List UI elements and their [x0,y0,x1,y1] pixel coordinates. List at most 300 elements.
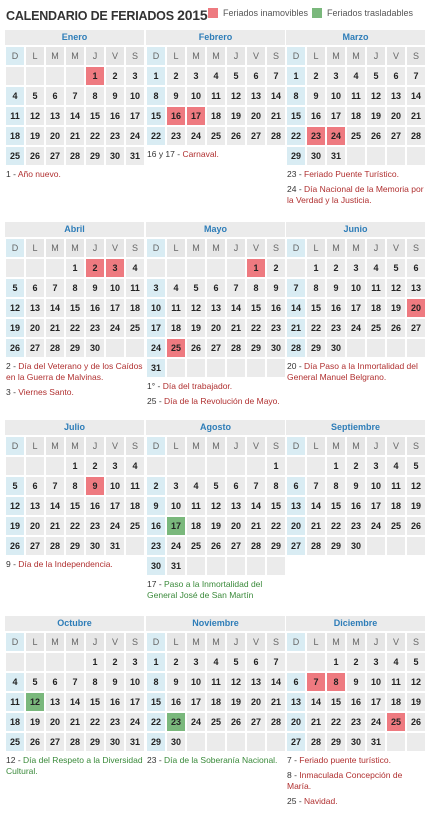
day-cell[interactable]: 7 [407,67,425,85]
day-cell[interactable]: 24 [187,713,205,731]
day-cell[interactable]: 2 [86,457,104,475]
day-cell[interactable]: 26 [227,713,245,731]
day-cell[interactable]: 12 [6,299,24,317]
day-cell[interactable]: 30 [86,339,104,357]
day-cell[interactable]: 27 [247,713,265,731]
day-cell[interactable]: 4 [126,259,144,277]
day-cell[interactable]: 26 [367,127,385,145]
day-cell[interactable]: 26 [6,339,24,357]
day-cell[interactable]: 25 [387,713,405,731]
day-cell[interactable]: 1 [66,457,84,475]
day-cell[interactable]: 13 [287,497,305,515]
day-cell[interactable]: 8 [66,279,84,297]
day-cell[interactable]: 7 [46,477,64,495]
day-cell[interactable]: 14 [307,497,325,515]
day-cell[interactable]: 18 [187,517,205,535]
day-cell[interactable]: 14 [66,107,84,125]
day-cell[interactable]: 7 [267,67,285,85]
day-cell[interactable]: 14 [307,693,325,711]
day-cell[interactable]: 21 [267,693,285,711]
day-cell[interactable]: 28 [227,339,245,357]
day-cell[interactable]: 30 [307,147,325,165]
day-cell[interactable]: 4 [207,67,225,85]
day-cell[interactable]: 16 [327,299,345,317]
day-cell[interactable]: 27 [387,127,405,145]
day-cell[interactable]: 10 [347,279,365,297]
day-cell[interactable]: 25 [126,517,144,535]
day-cell[interactable]: 11 [126,279,144,297]
day-cell[interactable]: 16 [267,299,285,317]
day-cell[interactable]: 26 [407,713,425,731]
day-cell[interactable]: 28 [46,339,64,357]
day-cell[interactable]: 9 [167,673,185,691]
day-cell[interactable]: 28 [307,733,325,751]
day-cell[interactable]: 24 [106,517,124,535]
day-cell[interactable]: 17 [126,693,144,711]
day-cell[interactable]: 17 [367,693,385,711]
day-cell[interactable]: 27 [207,339,225,357]
day-cell[interactable]: 18 [387,497,405,515]
day-cell[interactable]: 8 [86,87,104,105]
day-cell[interactable]: 11 [126,477,144,495]
day-cell[interactable]: 22 [86,127,104,145]
day-cell[interactable]: 30 [147,557,165,575]
day-cell[interactable]: 30 [86,537,104,555]
day-cell[interactable]: 30 [167,733,185,751]
day-cell[interactable]: 15 [147,107,165,125]
day-cell[interactable]: 3 [327,67,345,85]
day-cell[interactable]: 24 [106,319,124,337]
day-cell[interactable]: 26 [407,517,425,535]
day-cell[interactable]: 8 [267,477,285,495]
day-cell[interactable]: 31 [147,359,165,377]
day-cell[interactable]: 22 [66,319,84,337]
day-cell[interactable]: 8 [147,673,165,691]
day-cell[interactable]: 14 [247,497,265,515]
day-cell[interactable]: 22 [287,127,305,145]
day-cell[interactable]: 8 [86,673,104,691]
day-cell[interactable]: 12 [387,279,405,297]
day-cell[interactable]: 5 [367,67,385,85]
day-cell[interactable]: 29 [66,339,84,357]
day-cell[interactable]: 6 [387,67,405,85]
day-cell[interactable]: 6 [227,477,245,495]
day-cell[interactable]: 19 [187,319,205,337]
day-cell[interactable]: 10 [106,477,124,495]
day-cell[interactable]: 5 [6,477,24,495]
day-cell[interactable]: 18 [126,299,144,317]
day-cell[interactable]: 22 [66,517,84,535]
day-cell[interactable]: 6 [46,87,64,105]
day-cell[interactable]: 29 [66,537,84,555]
day-cell[interactable]: 23 [86,517,104,535]
day-cell[interactable]: 8 [247,279,265,297]
day-cell[interactable]: 25 [6,147,24,165]
day-cell[interactable]: 2 [327,259,345,277]
day-cell[interactable]: 14 [46,299,64,317]
day-cell[interactable]: 5 [26,673,44,691]
day-cell[interactable]: 6 [207,279,225,297]
day-cell[interactable]: 26 [387,319,405,337]
day-cell[interactable]: 3 [126,67,144,85]
day-cell[interactable]: 24 [126,127,144,145]
day-cell[interactable]: 7 [66,87,84,105]
day-cell[interactable]: 20 [227,517,245,535]
day-cell[interactable]: 14 [46,497,64,515]
day-cell[interactable]: 22 [307,319,325,337]
day-cell[interactable]: 24 [327,127,345,145]
day-cell[interactable]: 29 [247,339,265,357]
day-cell[interactable]: 26 [227,127,245,145]
day-cell[interactable]: 21 [307,517,325,535]
day-cell[interactable]: 18 [207,693,225,711]
day-cell[interactable]: 3 [106,457,124,475]
day-cell[interactable]: 12 [26,693,44,711]
day-cell[interactable]: 10 [167,497,185,515]
day-cell[interactable]: 3 [126,653,144,671]
day-cell[interactable]: 25 [367,319,385,337]
day-cell[interactable]: 20 [46,127,64,145]
day-cell[interactable]: 17 [347,299,365,317]
day-cell[interactable]: 8 [287,87,305,105]
day-cell[interactable]: 11 [207,87,225,105]
day-cell[interactable]: 21 [287,319,305,337]
day-cell[interactable]: 14 [66,693,84,711]
day-cell[interactable]: 6 [247,67,265,85]
day-cell[interactable]: 23 [86,319,104,337]
day-cell[interactable]: 18 [347,107,365,125]
day-cell[interactable]: 5 [407,653,425,671]
day-cell[interactable]: 16 [147,517,165,535]
day-cell[interactable]: 3 [187,653,205,671]
day-cell[interactable]: 11 [207,673,225,691]
day-cell[interactable]: 24 [126,713,144,731]
day-cell[interactable]: 25 [167,339,185,357]
day-cell[interactable]: 31 [126,147,144,165]
day-cell[interactable]: 27 [46,147,64,165]
day-cell[interactable]: 2 [347,653,365,671]
day-cell[interactable]: 2 [167,67,185,85]
day-cell[interactable]: 31 [167,557,185,575]
day-cell[interactable]: 28 [46,537,64,555]
day-cell[interactable]: 8 [327,477,345,495]
day-cell[interactable]: 16 [167,693,185,711]
day-cell[interactable]: 1 [327,457,345,475]
day-cell[interactable]: 12 [207,497,225,515]
day-cell[interactable]: 5 [387,259,405,277]
day-cell[interactable]: 15 [267,497,285,515]
day-cell[interactable]: 18 [167,319,185,337]
day-cell[interactable]: 10 [126,87,144,105]
day-cell[interactable]: 18 [126,497,144,515]
day-cell[interactable]: 16 [86,497,104,515]
day-cell[interactable]: 22 [327,713,345,731]
day-cell[interactable]: 19 [407,693,425,711]
day-cell[interactable]: 25 [6,733,24,751]
day-cell[interactable]: 29 [287,147,305,165]
day-cell[interactable]: 11 [347,87,365,105]
day-cell[interactable]: 2 [106,653,124,671]
day-cell[interactable]: 12 [407,673,425,691]
day-cell[interactable]: 23 [106,127,124,145]
day-cell[interactable]: 27 [46,733,64,751]
day-cell[interactable]: 21 [247,517,265,535]
day-cell[interactable]: 15 [86,107,104,125]
day-cell[interactable]: 23 [167,127,185,145]
day-cell[interactable]: 22 [267,517,285,535]
day-cell[interactable]: 24 [367,517,385,535]
day-cell[interactable]: 22 [327,517,345,535]
day-cell[interactable]: 17 [327,107,345,125]
day-cell[interactable]: 21 [66,713,84,731]
day-cell[interactable]: 4 [187,477,205,495]
day-cell[interactable]: 20 [247,107,265,125]
day-cell[interactable]: 10 [187,673,205,691]
day-cell[interactable]: 24 [187,127,205,145]
day-cell[interactable]: 13 [387,87,405,105]
day-cell[interactable]: 5 [6,279,24,297]
day-cell[interactable]: 16 [106,107,124,125]
day-cell[interactable]: 15 [327,497,345,515]
day-cell[interactable]: 22 [147,713,165,731]
day-cell[interactable]: 12 [227,673,245,691]
day-cell[interactable]: 23 [106,713,124,731]
day-cell[interactable]: 9 [106,673,124,691]
day-cell[interactable]: 18 [367,299,385,317]
day-cell[interactable]: 23 [167,713,185,731]
day-cell[interactable]: 6 [26,477,44,495]
day-cell[interactable]: 28 [287,339,305,357]
day-cell[interactable]: 14 [227,299,245,317]
day-cell[interactable]: 17 [187,107,205,125]
day-cell[interactable]: 6 [287,477,305,495]
day-cell[interactable]: 14 [407,87,425,105]
day-cell[interactable]: 19 [367,107,385,125]
day-cell[interactable]: 23 [347,713,365,731]
day-cell[interactable]: 4 [387,653,405,671]
day-cell[interactable]: 24 [147,339,165,357]
day-cell[interactable]: 4 [126,457,144,475]
day-cell[interactable]: 9 [167,87,185,105]
day-cell[interactable]: 16 [347,497,365,515]
day-cell[interactable]: 7 [307,477,325,495]
day-cell[interactable]: 29 [327,537,345,555]
day-cell[interactable]: 12 [227,87,245,105]
day-cell[interactable]: 15 [66,497,84,515]
day-cell[interactable]: 21 [46,319,64,337]
day-cell[interactable]: 28 [307,537,325,555]
day-cell[interactable]: 11 [387,477,405,495]
day-cell[interactable]: 20 [26,517,44,535]
day-cell[interactable]: 11 [167,299,185,317]
day-cell[interactable]: 20 [207,319,225,337]
day-cell[interactable]: 4 [6,673,24,691]
day-cell[interactable]: 9 [147,497,165,515]
day-cell[interactable]: 27 [407,319,425,337]
day-cell[interactable]: 25 [187,537,205,555]
day-cell[interactable]: 5 [207,477,225,495]
day-cell[interactable]: 2 [106,67,124,85]
day-cell[interactable]: 2 [307,67,325,85]
day-cell[interactable]: 30 [347,537,365,555]
day-cell[interactable]: 22 [86,713,104,731]
day-cell[interactable]: 13 [207,299,225,317]
day-cell[interactable]: 10 [367,673,385,691]
day-cell[interactable]: 28 [267,127,285,145]
day-cell[interactable]: 15 [327,693,345,711]
day-cell[interactable]: 13 [247,673,265,691]
day-cell[interactable]: 1 [86,67,104,85]
day-cell[interactable]: 9 [267,279,285,297]
day-cell[interactable]: 9 [106,87,124,105]
day-cell[interactable]: 8 [147,87,165,105]
day-cell[interactable]: 9 [86,279,104,297]
day-cell[interactable]: 6 [287,673,305,691]
day-cell[interactable]: 27 [26,339,44,357]
day-cell[interactable]: 30 [106,733,124,751]
day-cell[interactable]: 7 [267,653,285,671]
day-cell[interactable]: 13 [26,497,44,515]
day-cell[interactable]: 30 [327,339,345,357]
day-cell[interactable]: 5 [227,67,245,85]
day-cell[interactable]: 28 [66,147,84,165]
day-cell[interactable]: 19 [207,517,225,535]
day-cell[interactable]: 15 [147,693,165,711]
day-cell[interactable]: 23 [327,319,345,337]
day-cell[interactable]: 16 [307,107,325,125]
day-cell[interactable]: 21 [46,517,64,535]
day-cell[interactable]: 28 [247,537,265,555]
day-cell[interactable]: 16 [86,299,104,317]
day-cell[interactable]: 29 [147,733,165,751]
day-cell[interactable]: 11 [367,279,385,297]
day-cell[interactable]: 8 [307,279,325,297]
day-cell[interactable]: 29 [327,733,345,751]
day-cell[interactable]: 16 [167,107,185,125]
day-cell[interactable]: 9 [327,279,345,297]
day-cell[interactable]: 12 [26,107,44,125]
day-cell[interactable]: 3 [106,259,124,277]
day-cell[interactable]: 9 [347,477,365,495]
day-cell[interactable]: 22 [147,127,165,145]
day-cell[interactable]: 28 [407,127,425,145]
day-cell[interactable]: 5 [227,653,245,671]
day-cell[interactable]: 17 [106,299,124,317]
day-cell[interactable]: 24 [367,713,385,731]
day-cell[interactable]: 27 [287,733,305,751]
day-cell[interactable]: 23 [267,319,285,337]
day-cell[interactable]: 9 [86,477,104,495]
day-cell[interactable]: 6 [46,673,64,691]
day-cell[interactable]: 19 [227,107,245,125]
day-cell[interactable]: 6 [407,259,425,277]
day-cell[interactable]: 13 [287,693,305,711]
day-cell[interactable]: 2 [267,259,285,277]
day-cell[interactable]: 13 [46,693,64,711]
day-cell[interactable]: 29 [307,339,325,357]
day-cell[interactable]: 12 [367,87,385,105]
day-cell[interactable]: 23 [347,517,365,535]
day-cell[interactable]: 10 [187,87,205,105]
day-cell[interactable]: 2 [347,457,365,475]
day-cell[interactable]: 11 [6,107,24,125]
day-cell[interactable]: 6 [247,653,265,671]
day-cell[interactable]: 10 [327,87,345,105]
day-cell[interactable]: 1 [307,259,325,277]
day-cell[interactable]: 4 [167,279,185,297]
day-cell[interactable]: 13 [227,497,245,515]
day-cell[interactable]: 5 [187,279,205,297]
day-cell[interactable]: 1 [267,457,285,475]
day-cell[interactable]: 18 [6,713,24,731]
day-cell[interactable]: 11 [387,673,405,691]
day-cell[interactable]: 18 [6,127,24,145]
day-cell[interactable]: 10 [106,279,124,297]
day-cell[interactable]: 5 [407,457,425,475]
day-cell[interactable]: 7 [307,673,325,691]
day-cell[interactable]: 7 [247,477,265,495]
day-cell[interactable]: 20 [46,713,64,731]
day-cell[interactable]: 7 [227,279,245,297]
day-cell[interactable]: 3 [367,457,385,475]
day-cell[interactable]: 26 [207,537,225,555]
day-cell[interactable]: 4 [367,259,385,277]
day-cell[interactable]: 31 [367,733,385,751]
day-cell[interactable]: 27 [26,537,44,555]
day-cell[interactable]: 17 [167,517,185,535]
day-cell[interactable]: 11 [187,497,205,515]
day-cell[interactable]: 1 [287,67,305,85]
day-cell[interactable]: 19 [6,319,24,337]
day-cell[interactable]: 17 [126,107,144,125]
day-cell[interactable]: 30 [267,339,285,357]
day-cell[interactable]: 10 [126,673,144,691]
day-cell[interactable]: 20 [287,713,305,731]
day-cell[interactable]: 27 [247,127,265,145]
day-cell[interactable]: 29 [86,147,104,165]
day-cell[interactable]: 5 [26,87,44,105]
day-cell[interactable]: 30 [347,733,365,751]
day-cell[interactable]: 19 [407,497,425,515]
day-cell[interactable]: 19 [26,127,44,145]
day-cell[interactable]: 24 [347,319,365,337]
day-cell[interactable]: 12 [187,299,205,317]
day-cell[interactable]: 21 [267,107,285,125]
day-cell[interactable]: 19 [6,517,24,535]
day-cell[interactable]: 17 [106,497,124,515]
day-cell[interactable]: 30 [106,147,124,165]
day-cell[interactable]: 9 [347,673,365,691]
day-cell[interactable]: 17 [187,693,205,711]
day-cell[interactable]: 21 [227,319,245,337]
day-cell[interactable]: 16 [106,693,124,711]
day-cell[interactable]: 16 [347,693,365,711]
day-cell[interactable]: 23 [307,127,325,145]
day-cell[interactable]: 13 [247,87,265,105]
day-cell[interactable]: 20 [287,517,305,535]
day-cell[interactable]: 14 [267,87,285,105]
day-cell[interactable]: 21 [66,127,84,145]
day-cell[interactable]: 17 [367,497,385,515]
day-cell[interactable]: 25 [347,127,365,145]
day-cell[interactable]: 1 [327,653,345,671]
day-cell[interactable]: 3 [147,279,165,297]
day-cell[interactable]: 7 [46,279,64,297]
day-cell[interactable]: 4 [207,653,225,671]
day-cell[interactable]: 21 [307,713,325,731]
day-cell[interactable]: 22 [247,319,265,337]
day-cell[interactable]: 26 [6,537,24,555]
